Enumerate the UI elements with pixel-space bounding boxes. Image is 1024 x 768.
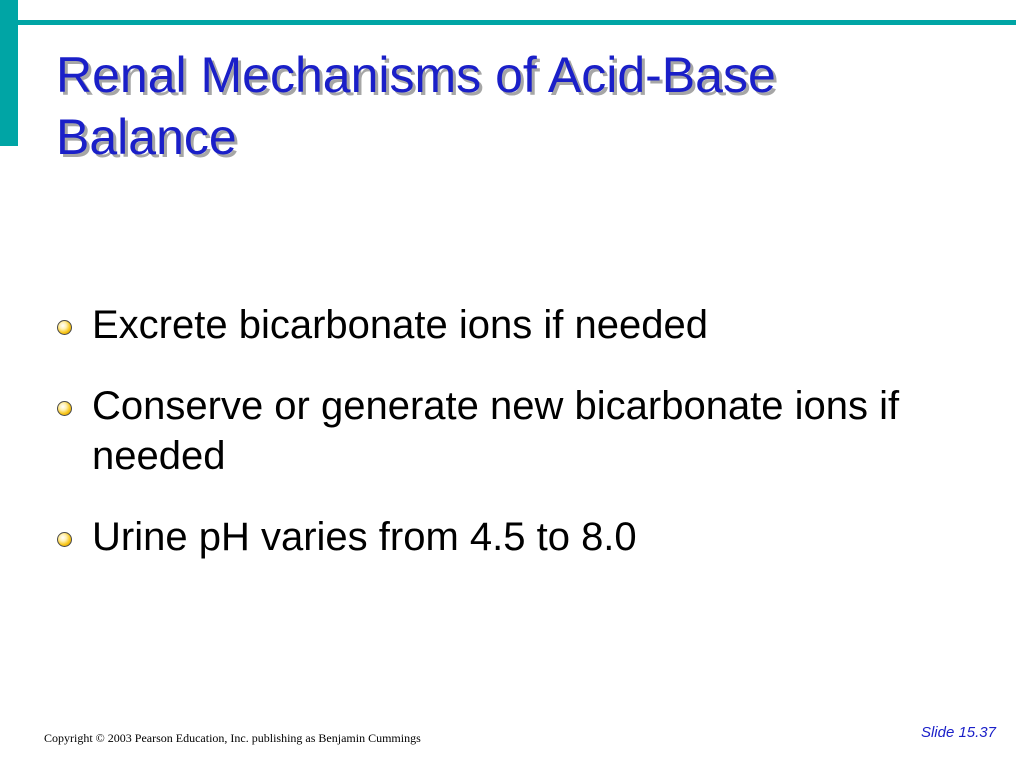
slide-title <box>56 44 956 168</box>
bullet-dot-icon <box>57 320 72 335</box>
bullet-dot-icon <box>57 532 72 547</box>
bullet-item <box>56 381 976 481</box>
bullet-list <box>56 300 976 562</box>
accent-horizontal-rule <box>0 20 1016 25</box>
bullet-item <box>56 512 976 562</box>
slide-number: Slide 15.37 <box>920 724 996 741</box>
bullet-text: Urine pH varies from 4.5 to 8.0 <box>92 515 637 559</box>
bullet-item <box>56 300 976 350</box>
slide-title-line-2: Balance <box>56 109 237 165</box>
slide-title-line-1: Renal Mechanisms of Acid-Base <box>56 47 776 103</box>
bullet-text: Excrete bicarbonate ions if needed <box>92 303 708 347</box>
bullet-dot-icon <box>57 401 72 416</box>
bullet-text: Conserve or generate new bicarbonate ions if needed <box>92 384 900 478</box>
copyright-footer: Copyright © 2003 Pearson Education, Inc. publishing as Benjamin Cummings <box>44 731 421 745</box>
